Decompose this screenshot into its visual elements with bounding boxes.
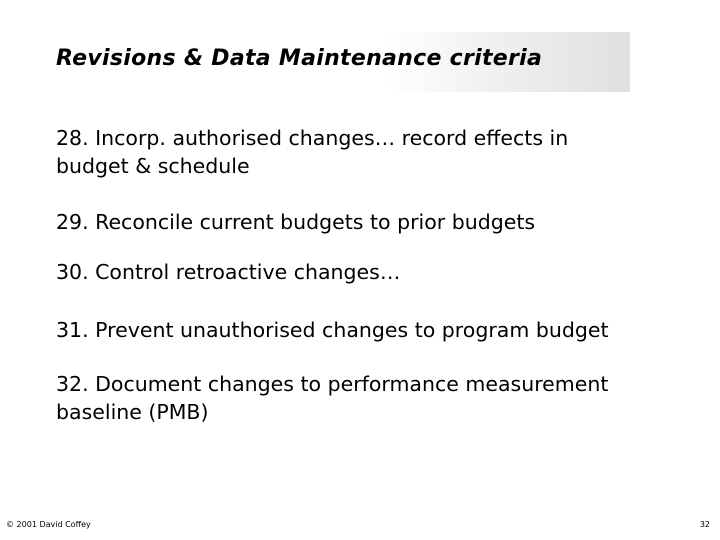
list-item-text: 30. Control retroactive changes… xyxy=(56,260,401,284)
list-item xyxy=(56,208,535,236)
list-item xyxy=(56,316,609,344)
page-number: 32 xyxy=(699,520,710,529)
list-item xyxy=(56,258,400,286)
list-item-text-continued: baseline (PMB) xyxy=(56,400,209,424)
list-item xyxy=(56,370,608,426)
list-item xyxy=(56,124,568,180)
list-item-text: 29. Reconcile current budgets to prior budgets xyxy=(56,210,536,234)
slide-title: Revisions & Data Maintenance criteria xyxy=(56,46,543,71)
list-item-text: 31. Prevent unauthorised changes to program budget xyxy=(56,318,609,342)
list-item-text: 32. Document changes to performance measurement xyxy=(56,372,609,396)
list-item-text-continued: budget & schedule xyxy=(56,154,250,178)
footer-copyright: © 2001 David Coffey xyxy=(6,520,91,529)
list-item-text: 28. Incorp. authorised changes… record effects in xyxy=(56,126,569,150)
